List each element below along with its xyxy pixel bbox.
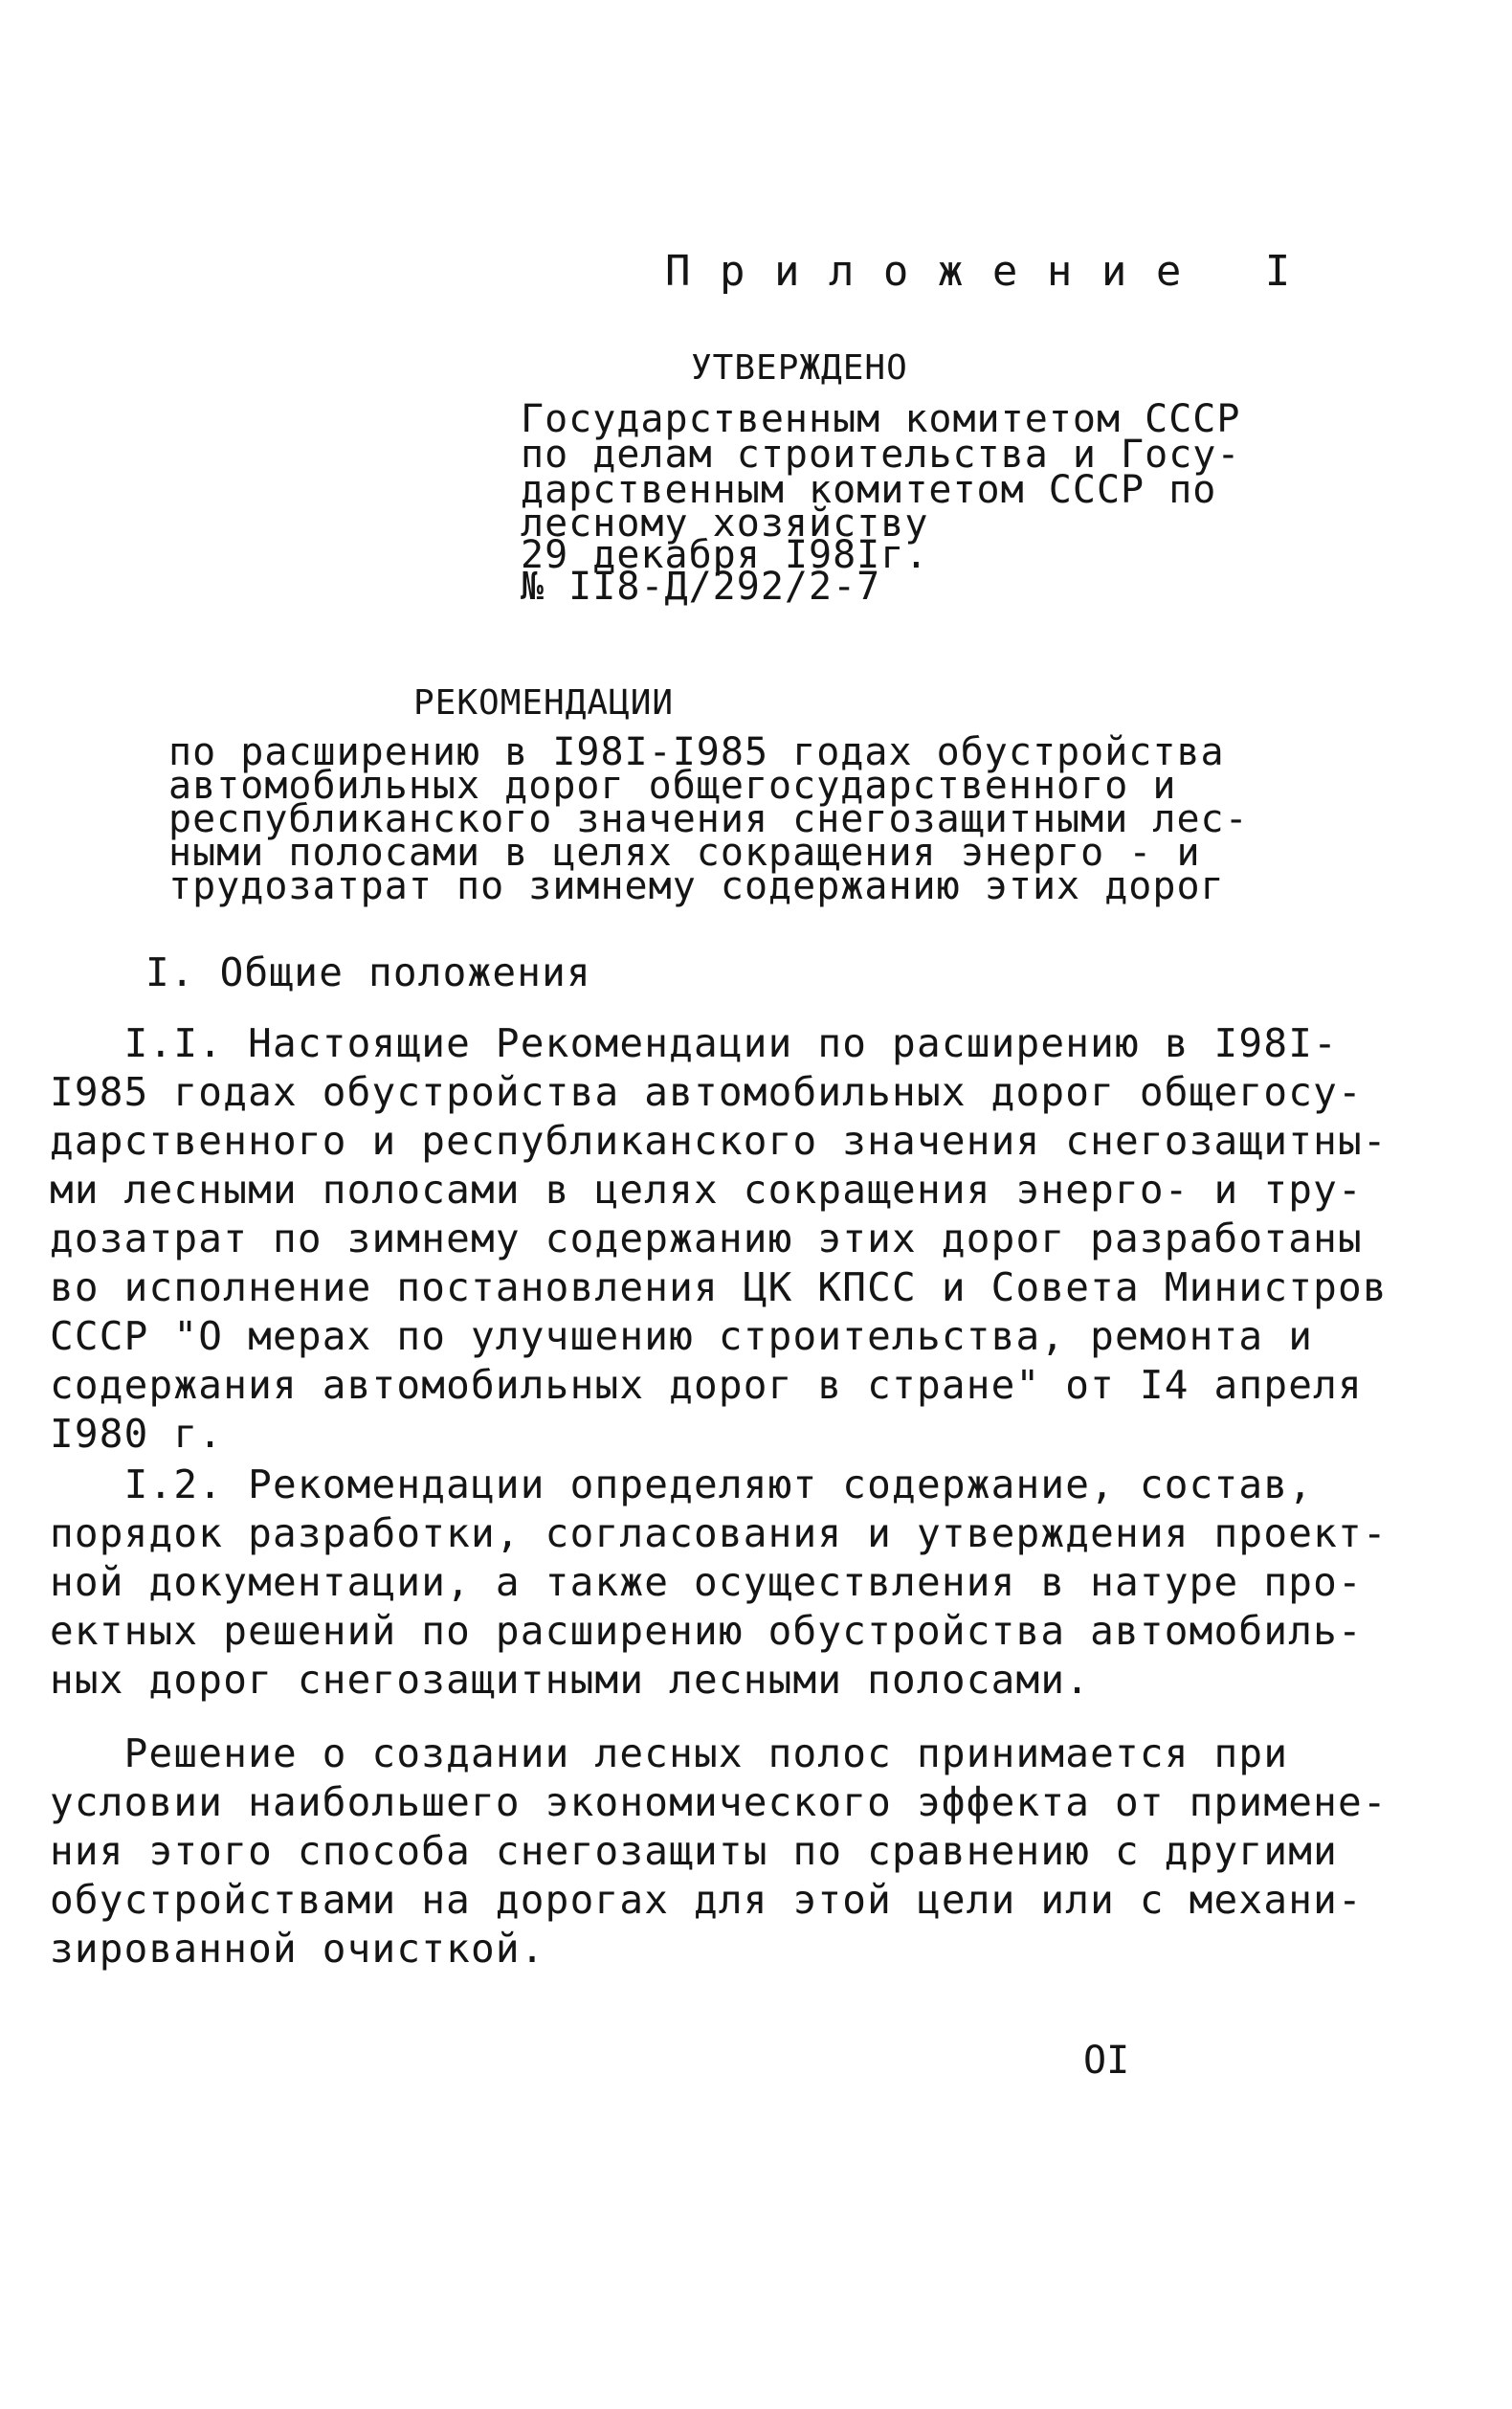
paragraph-line: содержания автомобильных дорог в стране" от I4 апреля <box>50 1362 1363 1408</box>
page-number: OI <box>1083 2039 1130 2083</box>
paragraph-line: во исполнение постановления ЦК КПСС и Совета Министров <box>50 1264 1388 1310</box>
paragraph-line: ми лесными полосами в целях сокращения энерго- и тру- <box>50 1167 1363 1213</box>
paragraph-line: условии наибольшего экономического эффекта от примене- <box>50 1779 1388 1825</box>
paragraph-line: ной документации, а также осуществления в натуре про- <box>50 1559 1363 1605</box>
paragraph-line: ния этого способа снегозащиты по сравнению с другими <box>50 1828 1338 1874</box>
paragraph-line: ектных решений по расширению обустройства автомобиль- <box>50 1608 1363 1654</box>
subtitle-line: трудозатрат по зимнему содержанию этих дорог <box>168 864 1225 908</box>
paragraph-line: I985 годах обустройства автомобильных дорог общегосу- <box>50 1069 1363 1115</box>
paragraph-line: I.2. Рекомендации определяют содержание, состав, <box>50 1461 1314 1507</box>
paragraph-line: ных дорог снегозащитными лесными полосами. <box>50 1657 1091 1703</box>
subtitle-line: по расширению в I98I-I985 годах обустройства <box>168 730 1225 774</box>
paragraph-line: обустройствами на дорогах для этой цели или с механи- <box>50 1877 1363 1923</box>
approval-number: № II8-Д/292/2-7 <box>521 565 881 609</box>
paragraph-line: I.I. Настоящие Рекомендации по расширению в I98I- <box>50 1020 1338 1066</box>
subtitle-line: ными полосами в целях сокращения энерго - и <box>168 831 1201 875</box>
approval-date: 29 декабря I98Iг. <box>521 533 929 577</box>
approval-line: лесному хозяйству <box>521 502 929 546</box>
section-heading: I. Общие положения <box>145 949 591 995</box>
appendix-label: П р и л о ж е н и е I <box>665 247 1293 296</box>
paragraph-line: Решение о создании лесных полос принимается при <box>50 1730 1289 1776</box>
paragraph-line: порядок разработки, согласования и утверждения проект- <box>50 1510 1388 1556</box>
approval-line: по делам строительства и Госу- <box>521 433 1241 477</box>
subtitle-line: республиканского значения снегозащитными лес- <box>168 797 1249 841</box>
paragraph-line: I980 г. <box>50 1411 224 1457</box>
subtitle-line: автомобильных дорог общегосударственного и <box>168 764 1177 808</box>
approval-line: дарственным комитетом СССР по <box>521 468 1217 512</box>
paragraph-line: зированной очисткой. <box>50 1926 545 1972</box>
paragraph-line: СССР "О мерах по улучшению строительства, ремонта и <box>50 1313 1314 1359</box>
approval-line: Государственным комитетом СССР <box>521 397 1241 441</box>
paragraph-line: дозатрат по зимнему содержанию этих дорог разработаны <box>50 1216 1363 1261</box>
paragraph-line: дарственного и республиканского значения снегозащитны- <box>50 1118 1388 1164</box>
approval-label: УТВЕРЖДЕНО <box>691 348 908 388</box>
recommendations-title: РЕКОМЕНДАЦИИ <box>413 683 675 723</box>
